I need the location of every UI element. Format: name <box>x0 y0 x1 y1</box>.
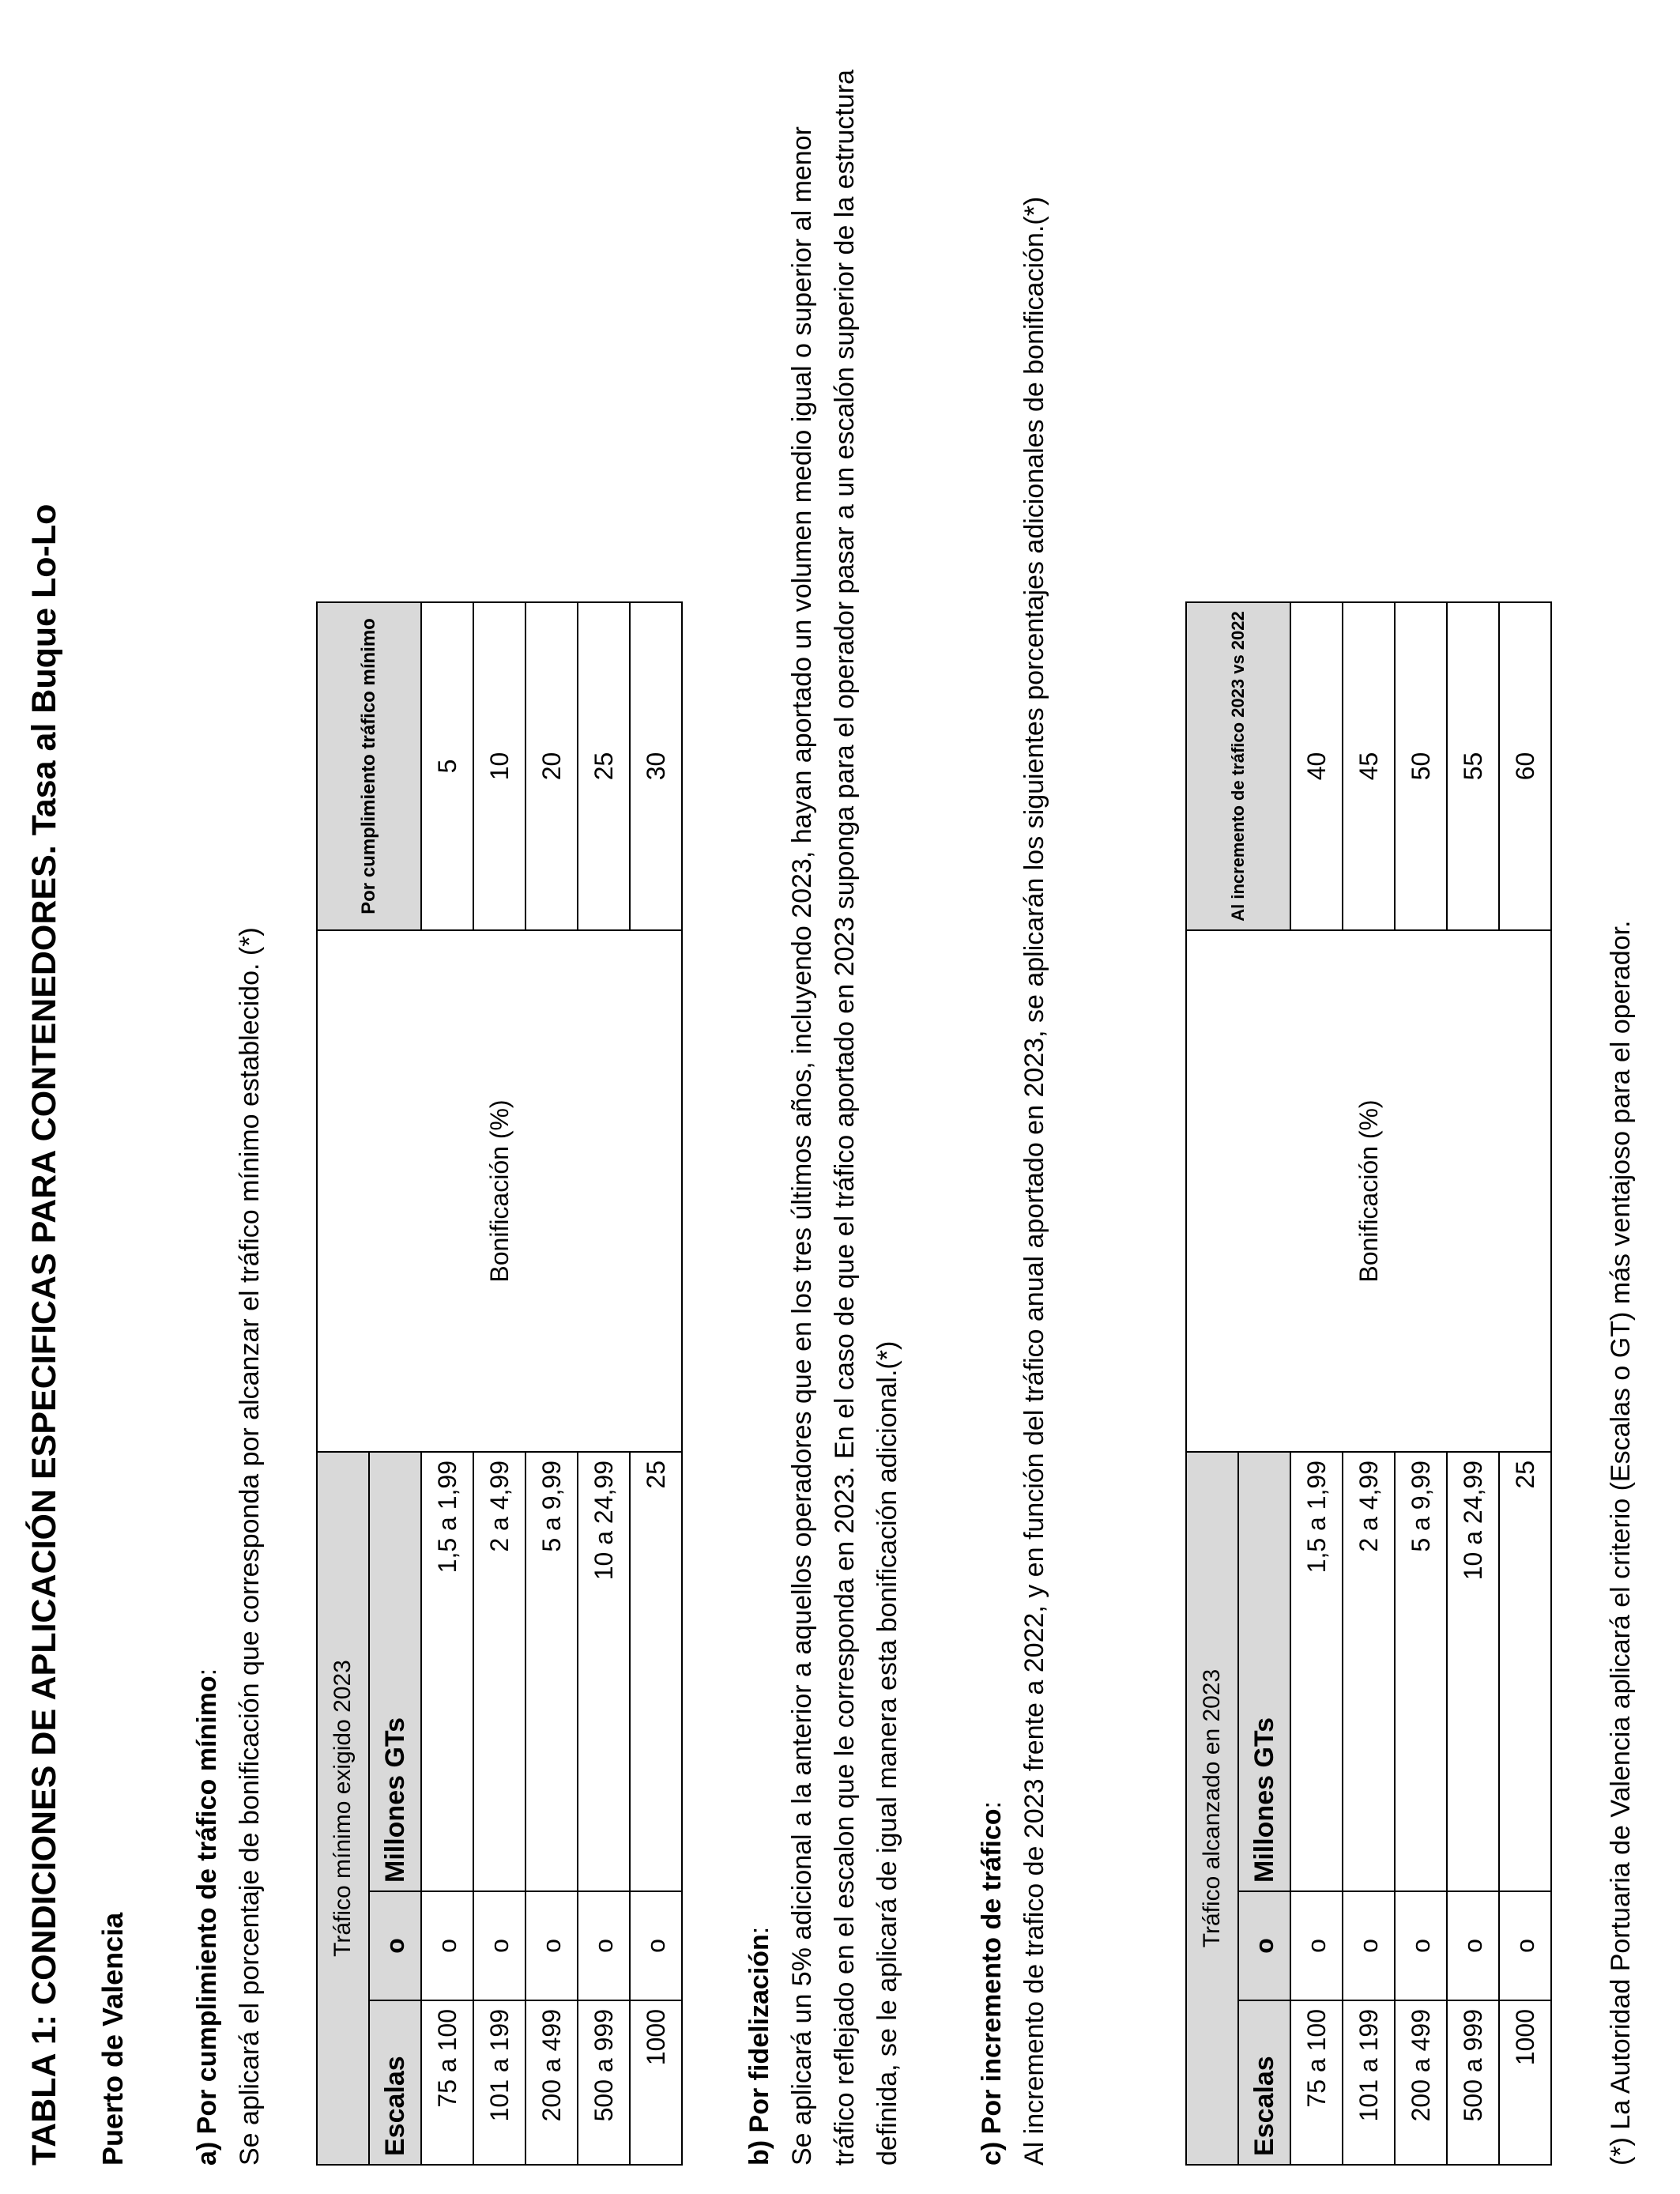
section-a-heading-colon: : <box>192 1668 222 1676</box>
table-a-pct-header: Por cumplimiento tráfico mínimo <box>317 602 421 930</box>
table-c-o-cell: o <box>1290 1891 1343 2000</box>
section-b-heading-line <box>738 47 781 2166</box>
table-a-millones-cell: 10 a 24,99 <box>578 1452 630 1891</box>
table-a-escalas-cell: 101 a 199 <box>473 2000 525 2165</box>
table-a-group-header: Tráfico mínimo exigido 2023 <box>317 1452 369 2165</box>
table-c-o-cell: o <box>1499 1891 1551 2000</box>
table-a-bonificacion-label: Bonificación (%) <box>317 930 682 1452</box>
table-c-pct-cell: 45 <box>1343 602 1395 930</box>
table-a-millones-cell: 2 a 4,99 <box>473 1452 525 1891</box>
table-c-pct-cell: 55 <box>1447 602 1499 930</box>
table-c-millones-cell: 25 <box>1499 1452 1551 1891</box>
table-a-pct-cell: 5 <box>421 602 473 930</box>
table-c-escalas-cell: 75 a 100 <box>1290 2000 1343 2165</box>
table-a-escalas-cell: 1000 <box>630 2000 682 2165</box>
section-b-heading: b) Por fidelización <box>744 1934 774 2166</box>
table-c-millones-cell: 1,5 a 1,99 <box>1290 1452 1343 1891</box>
section-a-heading-line <box>186 47 228 2166</box>
section-a-heading: a) Por cumplimiento de tráfico mínimo <box>192 1676 222 2166</box>
table-c-bonificacion-label: Bonificación (%) <box>1186 930 1551 1452</box>
section-c-text: Al incremento de trafico de 2023 frente a 2022, y en función del tráfico anual aportado en 2023, se aplicarán los siguientes porcentajes adicionales de bonificación.(*) <box>1019 196 1049 2166</box>
table-a-millones-cell: 1,5 a 1,99 <box>421 1452 473 1891</box>
table-c-pct-header: Al incremento de tráfico 2023 vs 2022 <box>1186 602 1290 930</box>
section-a <box>186 47 271 2166</box>
table-c-pct-cell: 40 <box>1290 602 1343 930</box>
table-c-col-escalas: Escalas <box>1238 2000 1290 2165</box>
table-c-millones-cell: 10 a 24,99 <box>1447 1452 1499 1891</box>
table-c-millones-cell: 2 a 4,99 <box>1343 1452 1395 1891</box>
table-a-o-cell: o <box>525 1891 578 2000</box>
section-c-heading-colon: : <box>977 1801 1007 1809</box>
table-a-escalas-cell: 200 a 499 <box>525 2000 578 2165</box>
table-a-millones-cell: 5 a 9,99 <box>525 1452 578 1891</box>
table-minimum-traffic <box>316 601 683 2166</box>
section-b <box>738 47 909 2166</box>
section-c-heading: c) Por incremento de tráfico <box>977 1808 1007 2166</box>
section-b-text: Se aplicará un 5% adicional a la anterior a aquellos operadores que en los tres últimos años, incluyendo 2023, hayan aportado un volumen medio igual o superior al menor tráfico reflejado en el escalon que le corresponda en 2023. En el caso de que el tráfico aportado en 2023 suponga para el operador pasar a un escalón superior de la estructura definida, se le aplicará de igual manera esta bonificación adicional.(*) <box>787 70 902 2166</box>
table-a-o-cell: o <box>473 1891 525 2000</box>
table-c-o-cell: o <box>1343 1891 1395 2000</box>
document-subtitle: Puerto de Valencia <box>96 1912 129 2166</box>
table-c-millones-cell: 5 a 9,99 <box>1395 1452 1447 1891</box>
table-a-escalas-cell: 75 a 100 <box>421 2000 473 2165</box>
table-a-pct-cell: 20 <box>525 602 578 930</box>
table-c-group-header: Tráfico alcanzado en 2023 <box>1186 1452 1238 2165</box>
table-c-pct-cell: 60 <box>1499 602 1551 930</box>
table-c-col-o: o <box>1238 1891 1290 2000</box>
table-a-pct-cell: 10 <box>473 602 525 930</box>
table-c-escalas-cell: 200 a 499 <box>1395 2000 1447 2165</box>
table-a-o-cell: o <box>630 1891 682 2000</box>
table-a-pct-cell: 30 <box>630 602 682 930</box>
table-c-escalas-cell: 500 a 999 <box>1447 2000 1499 2165</box>
table-a-o-cell: o <box>421 1891 473 2000</box>
table-a-col-millones: Millones GTs <box>369 1452 421 1891</box>
section-c <box>970 47 1056 2166</box>
table-c-pct-cell: 50 <box>1395 602 1447 930</box>
table-traffic-increase <box>1185 601 1552 2166</box>
table-a-o-cell: o <box>578 1891 630 2000</box>
section-c-heading-line <box>970 47 1013 2166</box>
table-c-escalas-cell: 101 a 199 <box>1343 2000 1395 2165</box>
table-c-o-cell: o <box>1395 1891 1447 2000</box>
table-a-col-o: o <box>369 1891 421 2000</box>
table-c-col-millones: Millones GTs <box>1238 1452 1290 1891</box>
table-c-o-cell: o <box>1447 1891 1499 2000</box>
table-a-escalas-cell: 500 a 999 <box>578 2000 630 2165</box>
table-c-escalas-cell: 1000 <box>1499 2000 1551 2165</box>
footnote: (*) La Autoridad Portuaria de Valencia aplicará el criterio (Escalas o GT) más ventajoso para el operador. <box>1606 920 1636 2166</box>
section-b-heading-colon: : <box>744 1926 774 1935</box>
document-title: TABLA 1: CONDICIONES DE APLICACIÓN ESPECIFICAS PARA CONTENEDORES. Tasa al Buque Lo-Lo <box>25 503 63 2166</box>
section-a-text: Se aplicará el porcentaje de bonificación que corresponda por alcanzar el tráfico mínimo establecido. (*) <box>235 927 265 2166</box>
table-a-col-escalas: Escalas <box>369 2000 421 2165</box>
table-a-pct-cell: 25 <box>578 602 630 930</box>
table-a-millones-cell: 25 <box>630 1452 682 1891</box>
